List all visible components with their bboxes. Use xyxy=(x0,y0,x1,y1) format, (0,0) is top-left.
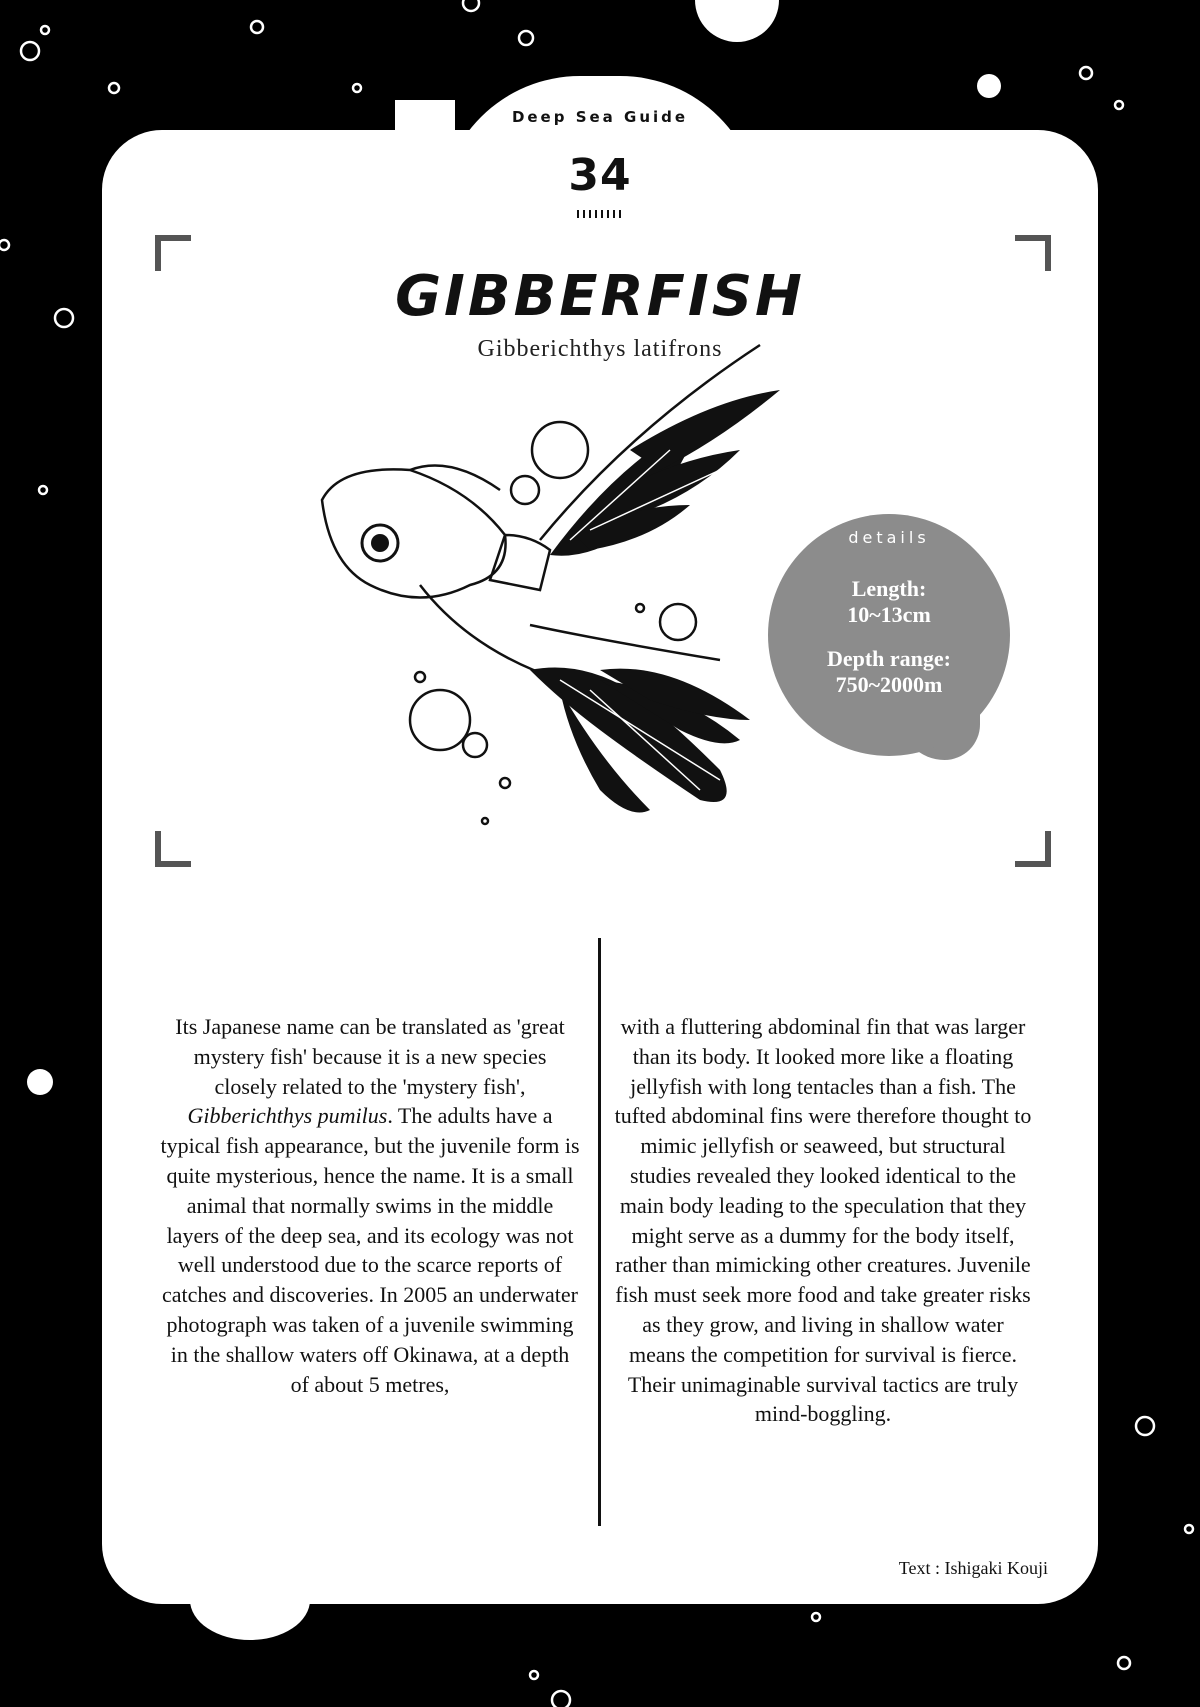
column-divider xyxy=(598,938,601,1526)
frame-corner-top-left xyxy=(155,235,191,271)
text-column-left xyxy=(160,1012,580,1399)
text-column-right: with a fluttering abdominal fin that was larger than its body. It looked more like a floating jellyfish with long tentacles than a fish. The tufted abdominal fins were therefore thought to mimic jellyfish or seaweed, but structural studies revealed they looked identical to the main body leading to the speculation that they might serve as a dummy for the body itself, rather than mimicking other creatures. Juvenile fish must seek more food and take greater risks as they grow, and living in shallow water means the competition for survival is fierce. Their unimaginable survival tactics are truly mind-boggling. xyxy=(614,1014,1032,1427)
details-label: details xyxy=(848,528,930,547)
frame-corner-bottom-right xyxy=(1015,831,1051,867)
frame-corner-bottom-left xyxy=(155,831,191,867)
length-value: 10~13cm xyxy=(847,602,931,627)
depth-value: 750~2000m xyxy=(835,672,943,697)
depth-label: Depth range: xyxy=(826,646,952,671)
scientific-name: Gibberichthys latifrons xyxy=(477,336,723,362)
guide-number: 34 xyxy=(568,150,632,201)
ruler-ticks xyxy=(577,210,623,218)
text-credit: Text : Ishigaki Kouji xyxy=(898,1558,1048,1578)
text-left-part1: Its Japanese name can be translated as 'great mystery fish' because it is a new species closely related to the 'mystery fish', xyxy=(175,1014,565,1099)
guide-label: Deep Sea Guide xyxy=(511,108,689,126)
text-left-part2: . The adults have a typical fish appearance, but the juvenile form is quite mysterious, hence the name. It is a small animal that normally swims in the middle layers of the deep sea, and its ecology was not well understood due to the scarce reports of catches and discoveries. In 2005 an underwater photograph was taken of a juvenile swimming in the shallow waters off Okinawa, at a depth of about 5 metres, xyxy=(160,1103,580,1397)
details-bubble xyxy=(768,514,1010,756)
length-label: Length: xyxy=(851,576,927,601)
frame-corner-top-right xyxy=(1015,235,1051,271)
species-title: GIBBERFISH xyxy=(395,264,805,329)
text-left-italic: Gibberichthys pumilus xyxy=(187,1103,388,1129)
